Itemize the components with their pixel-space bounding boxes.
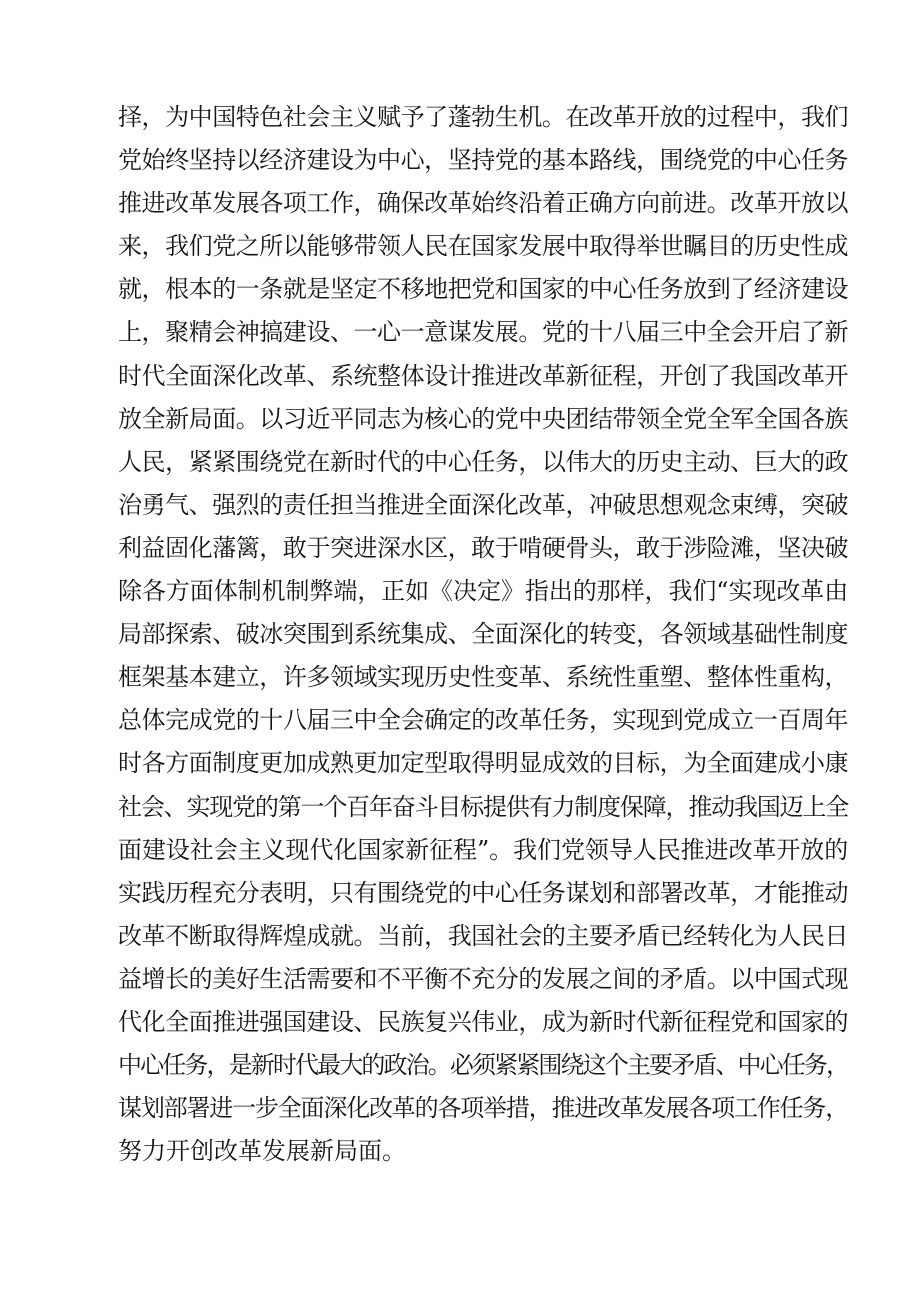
text-line-1: 择，为中国特色社会主义赋予了蓬勃生机。在改革开放的过程中，我们 [118,103,848,131]
text-line-21: 益增长的美好生活需要和不平衡不充分的发展之间的矛盾。以中国式现 [118,964,848,993]
text-line-7: 时代全面深化改革、系统整体设计推进改革新征程，开创了我国改革开 [118,361,848,390]
text-line-18: 面建设社会主义现代化国家新征程”。我们党领导人民推进改革开放的 [118,835,848,864]
text-line-6: 上，聚精会神搞建设、一心一意谋发展。党的十八届三中全会开启了新 [118,318,848,347]
text-line-9: 人民，紧紧围绕党在新时代的中心任务，以伟大的历史主动、巨大的政 [118,447,848,476]
body-text [118,96,848,1173]
text-line-13: 局部探索、破冰突围到系统集成、全面深化的转变，各领域基础性制度 [118,620,848,649]
text-line-17: 社会、实现党的第一个百年奋斗目标提供有力制度保障，推动我国迈上全 [118,792,848,821]
text-line-2: 党始终坚持以经济建设为中心，坚持党的基本路线，围绕党的中心任务 [118,146,848,175]
text-line-11: 利益固化藩篱，敢于突进深水区，敢于啃硬骨头，敢于涉险滩，坚决破 [118,533,848,562]
text-line-12: 除各方面体制机制弊端，正如《决定》指出的那样，我们“实现改革由 [118,577,848,606]
text-line-14: 框架基本建立，许多领域实现历史性变革、系统性重塑、整体性重构， [118,663,848,692]
text-line-10: 治勇气、强烈的责任担当推进全面深化改革，冲破思想观念束缚，突破 [118,490,848,519]
text-line-16: 时各方面制度更加成熟更加定型取得明显成效的目标，为全面建成小康 [118,749,848,778]
text-line-19: 实践历程充分表明，只有围绕党的中心任务谋划和部署改革，才能推动 [118,878,848,907]
text-line-25: 努力开创改革发展新局面。 [118,1137,406,1166]
text-line-22: 代化全面推进强国建设、民族复兴伟业，成为新时代新征程党和国家的 [118,1007,848,1036]
text-line-15: 总体完成党的十八届三中全会确定的改革任务，实现到党成立一百周年 [118,706,848,735]
text-line-24: 谋划部署进一步全面深化改革的各项举措，推进改革发展各项工作任务， [118,1094,848,1123]
text-line-20: 改革不断取得辉煌成就。当前，我国社会的主要矛盾已经转化为人民日 [118,921,848,950]
text-line-4: 来，我们党之所以能够带领人民在国家发展中取得举世瞩目的历史性成 [118,232,848,261]
text-line-5: 就，根本的一条就是坚定不移地把党和国家的中心任务放到了经济建设 [118,275,848,304]
text-line-8: 放全新局面。以习近平同志为核心的党中央团结带领全党全军全国各族 [118,404,848,433]
text-line-3: 推进改革发展各项工作，确保改革始终沿着正确方向前进。改革开放以 [118,189,848,218]
text-line-23: 中心任务，是新时代最大的政治。必须紧紧围绕这个主要矛盾、中心任务， [118,1051,848,1080]
